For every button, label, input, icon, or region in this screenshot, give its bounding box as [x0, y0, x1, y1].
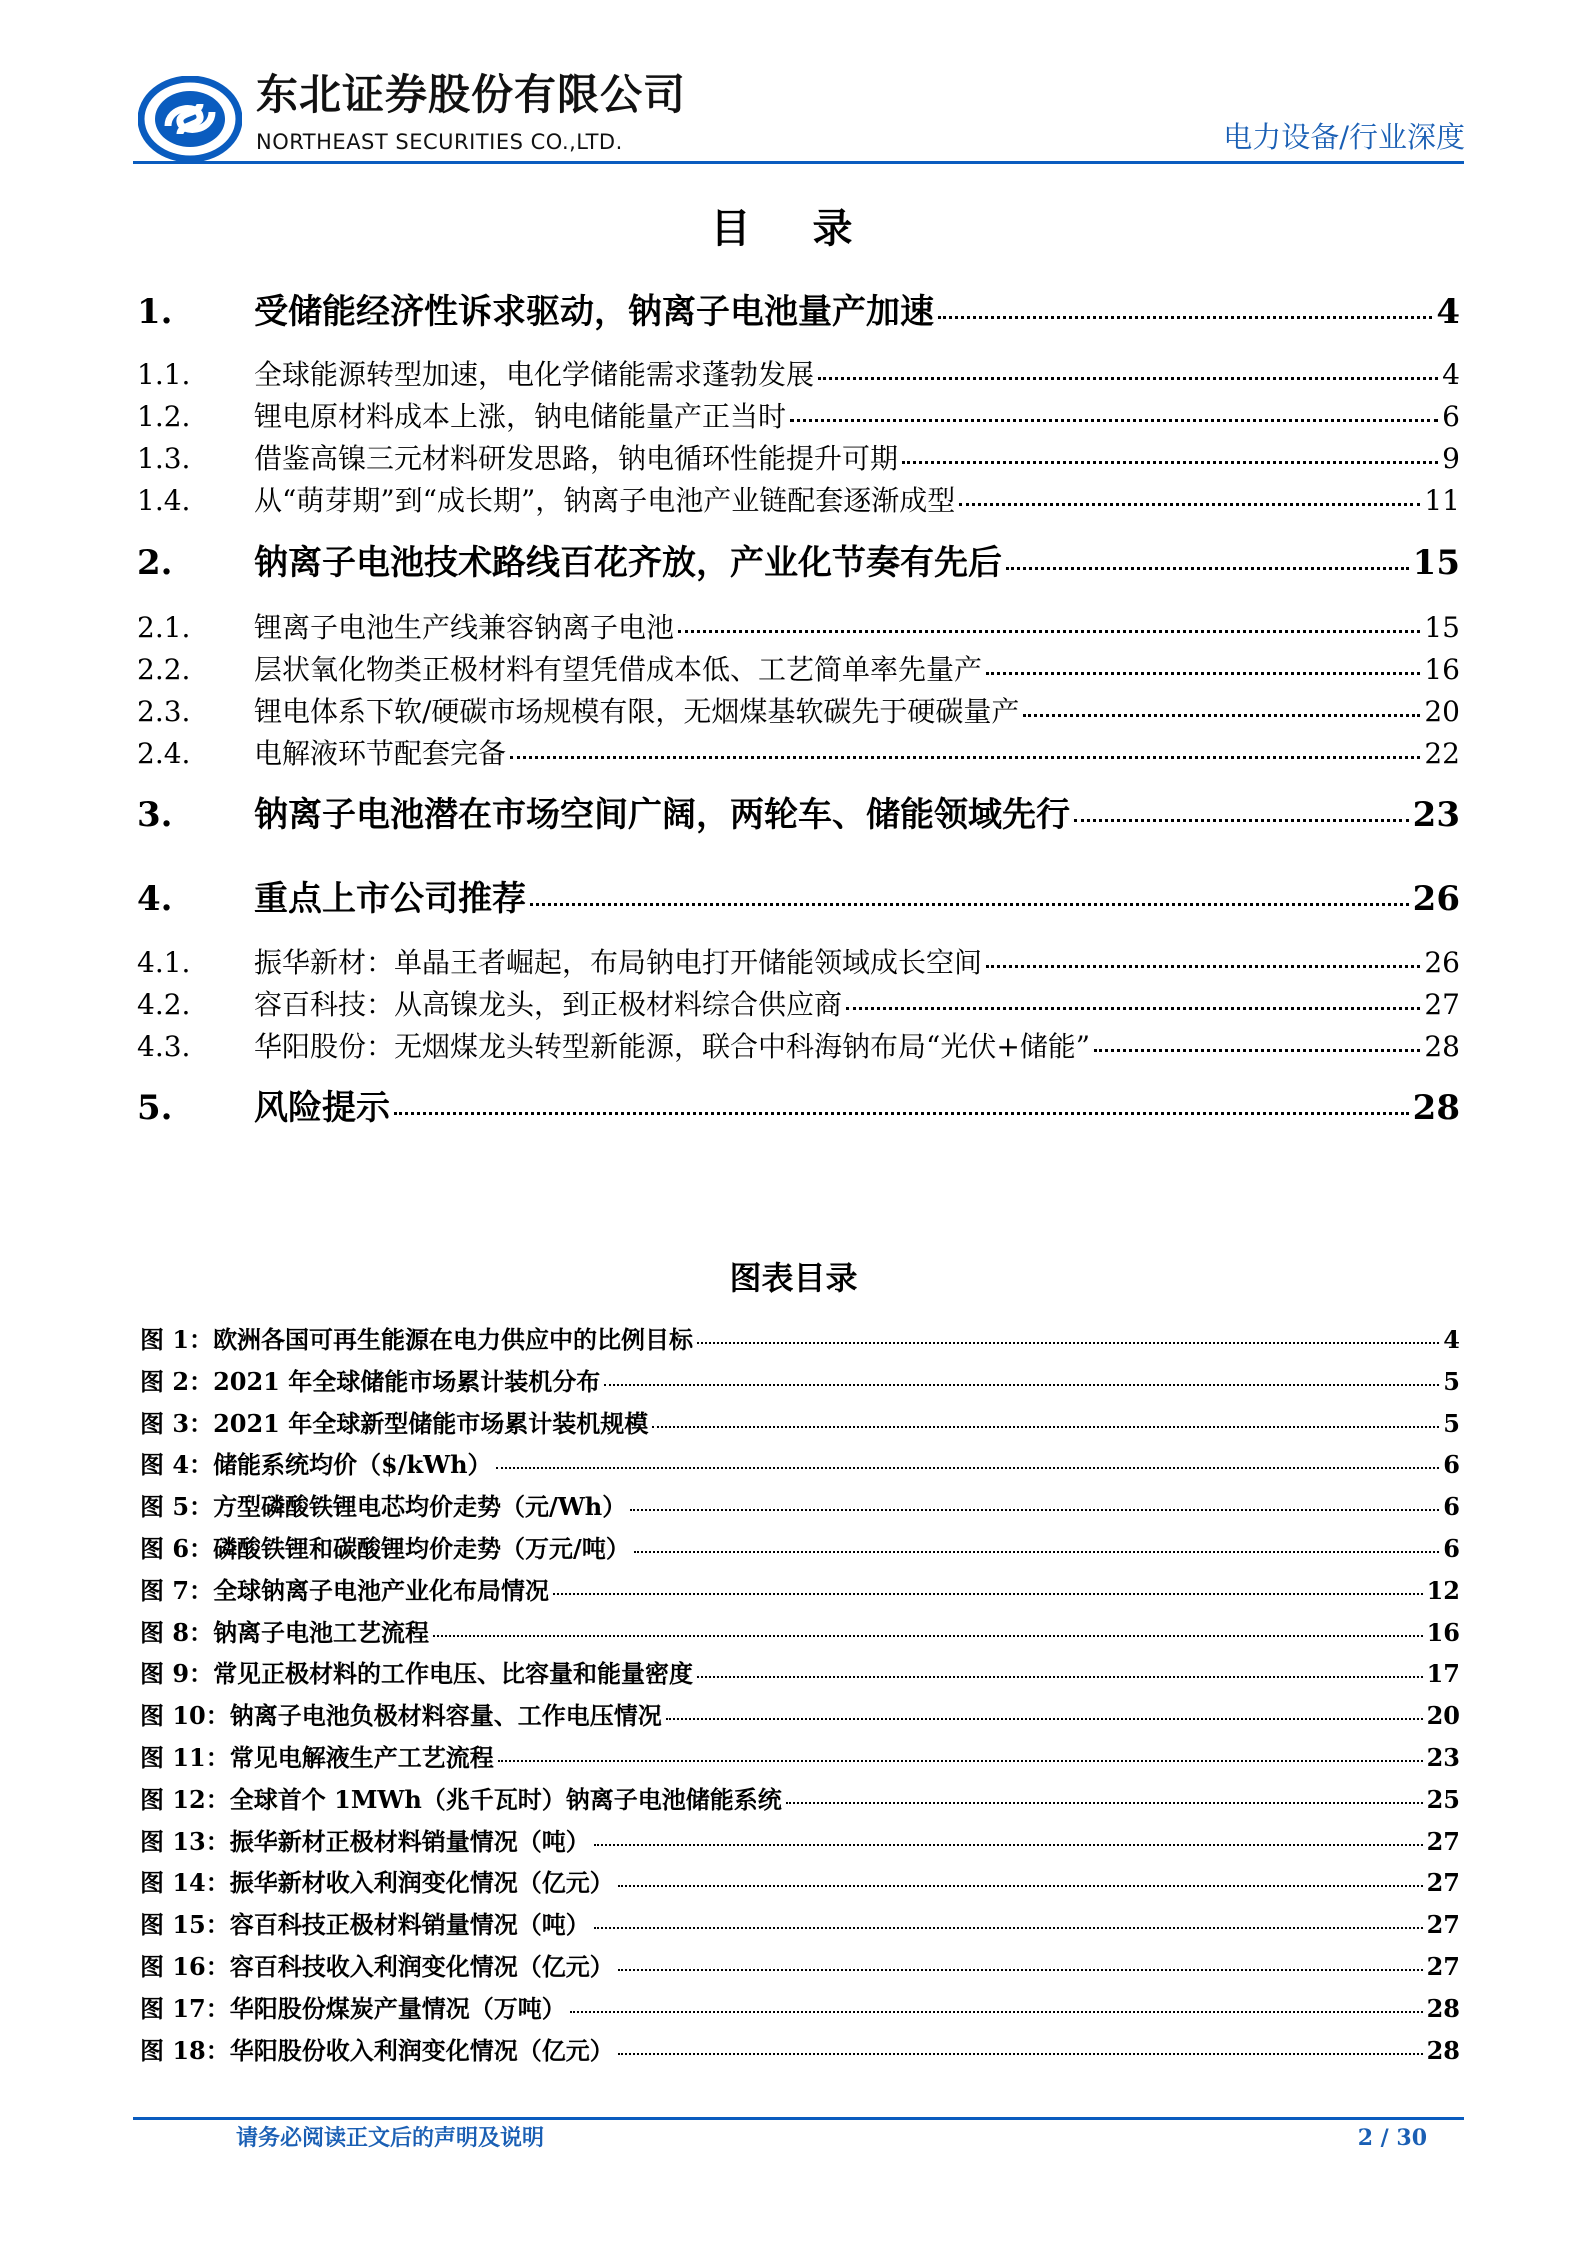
figure-page: 27 — [1426, 1952, 1460, 1981]
dot-leader — [986, 965, 1420, 968]
figure-page: 6 — [1443, 1492, 1460, 1522]
toc-entry-page: 20 — [1424, 695, 1460, 728]
toc-entry-title: 锂电原材料成本上涨，钠电储能量产正当时 — [254, 400, 787, 433]
toc-entry-number: 1.4. — [137, 484, 191, 517]
figure-label: 图 13： — [140, 1826, 230, 1856]
toc-entry-page: 6 — [1442, 400, 1460, 433]
toc-entry-number: 4.3. — [137, 1030, 191, 1063]
figure-title: 储能系统均价（$/kWh） — [213, 1450, 492, 1480]
dot-leader — [652, 1426, 1439, 1428]
toc-title: 目 录 — [710, 205, 877, 252]
figure-title: 振华新材正极材料销量情况（吨） — [229, 1826, 590, 1856]
toc-entry[interactable] — [137, 358, 1460, 392]
footer-disclaimer: 请务必阅读正文后的声明及说明 — [236, 2125, 545, 2151]
toc-entry-number: 2.3. — [137, 695, 191, 728]
dot-leader — [818, 377, 1438, 380]
figure-label: 图 11： — [140, 1743, 230, 1772]
toc-entry-page: 28 — [1412, 1088, 1460, 1128]
toc-entry-number: 4.1. — [137, 946, 191, 979]
figure-page: 6 — [1443, 1534, 1460, 1563]
dot-leader — [697, 1342, 1439, 1344]
figure-page: 17 — [1426, 1659, 1460, 1689]
toc-entry-number: 1. — [137, 292, 173, 332]
toc-entry-title: 借鉴高镍三元材料研发思路，钠电循环性能提升可期 — [254, 442, 899, 475]
toc-entry-page: 4 — [1436, 292, 1460, 332]
dot-leader — [902, 461, 1438, 464]
figure-page: 16 — [1426, 1617, 1460, 1647]
toc-entry-number: 2.4. — [137, 737, 191, 770]
figure-title: 常见电解液生产工艺流程 — [229, 1743, 494, 1772]
figure-title: 2021 年全球新型储能市场累计装机规模 — [213, 1408, 649, 1438]
toc-entry[interactable] — [137, 543, 1460, 583]
figure-entry[interactable] — [140, 1743, 1460, 1773]
dot-leader — [496, 1467, 1440, 1469]
figure-label: 图 10： — [140, 1701, 230, 1731]
figure-title: 方型磷酸铁锂电芯均价走势（元/Wh） — [213, 1492, 627, 1522]
toc-entry[interactable] — [137, 879, 1460, 919]
dot-leader — [594, 1927, 1423, 1929]
toc-entry-page: 22 — [1424, 737, 1460, 770]
figure-title: 全球钠离子电池产业化布局情况 — [213, 1575, 550, 1605]
figure-title: 振华新材收入利润变化情况（亿元） — [229, 1868, 614, 1898]
figure-entry[interactable] — [140, 1952, 1460, 1982]
dot-leader — [634, 1551, 1439, 1553]
figure-title: 容百科技收入利润变化情况（亿元） — [229, 1952, 614, 1981]
toc-entry-title: 振华新材：单晶王者崛起，布局钠电打开储能领域成长空间 — [254, 946, 983, 979]
dot-leader — [986, 672, 1420, 675]
toc-entry-page: 28 — [1424, 1030, 1460, 1063]
figure-page: 5 — [1443, 1408, 1460, 1438]
figure-entry[interactable] — [140, 1492, 1460, 1522]
figure-page: 27 — [1426, 1868, 1460, 1898]
footer-divider — [133, 2117, 1464, 2120]
toc-entry-page: 15 — [1412, 543, 1460, 583]
toc-entry-number: 1.1. — [137, 358, 191, 391]
toc-entry-page: 4 — [1442, 358, 1460, 391]
figure-entry[interactable] — [140, 1701, 1460, 1731]
toc-entry[interactable] — [137, 442, 1460, 476]
company-name-cn: 东北证券股份有限公司 — [256, 70, 687, 119]
toc-entry[interactable] — [137, 1030, 1460, 1064]
figure-title: 2021 年全球储能市场累计装机分布 — [213, 1366, 601, 1396]
toc-entry-title: 华阳股份：无烟煤龙头转型新能源，联合中科海钠布局“光伏+储能” — [254, 1030, 1091, 1063]
figure-page: 25 — [1426, 1784, 1460, 1814]
page-number: 2 / 30 — [1357, 2125, 1427, 2151]
figure-title: 容百科技正极材料销量情况（吨） — [229, 1910, 590, 1940]
figure-label: 图 15： — [140, 1910, 230, 1940]
figure-entry[interactable] — [140, 2036, 1460, 2066]
figure-entry[interactable] — [140, 1910, 1460, 1940]
toc-entry-page: 26 — [1412, 879, 1460, 919]
figure-label: 图 9： — [140, 1659, 214, 1689]
figure-title: 磷酸铁锂和碳酸锂均价走势（万元/吨） — [213, 1534, 630, 1563]
toc-entry[interactable] — [137, 653, 1460, 687]
dot-leader — [618, 1969, 1423, 1971]
toc-entry-title: 钠离子电池技术路线百花齐放，产业化节奏有先后 — [254, 543, 1002, 583]
figure-label: 图 17： — [140, 1993, 230, 2023]
figure-entry[interactable] — [140, 1325, 1460, 1355]
dot-leader — [790, 419, 1438, 422]
toc-entry[interactable] — [137, 1088, 1460, 1128]
figure-label: 图 12： — [140, 1784, 230, 1814]
toc-entry-number: 5. — [137, 1088, 173, 1128]
header-divider — [133, 161, 1464, 164]
toc-entry-page: 11 — [1424, 484, 1460, 517]
dot-leader — [618, 1885, 1423, 1887]
figure-label: 图 1： — [140, 1325, 214, 1354]
dot-leader — [938, 316, 1432, 319]
figure-entry[interactable] — [140, 1409, 1460, 1439]
toc-entry-title: 电解液环节配套完备 — [254, 737, 507, 770]
toc-entry-title: 容百科技：从高镍龙头，到正极材料综合供应商 — [254, 988, 843, 1021]
figure-title: 华阳股份收入利润变化情况（亿元） — [229, 2035, 614, 2065]
toc-entry-title: 重点上市公司推荐 — [254, 879, 526, 919]
toc-entry-title: 钠离子电池潜在市场空间广阔，两轮车、储能领域先行 — [254, 795, 1070, 835]
toc-entry[interactable] — [137, 946, 1460, 980]
dot-leader — [553, 1593, 1423, 1595]
figure-entry[interactable] — [140, 1367, 1460, 1397]
dot-leader — [530, 903, 1409, 906]
dot-leader — [1074, 819, 1409, 822]
figure-label: 图 6： — [140, 1534, 214, 1563]
dot-leader — [1023, 714, 1420, 717]
toc-entry-number: 3. — [137, 795, 173, 835]
toc-entry[interactable] — [137, 988, 1460, 1022]
figure-entry[interactable] — [140, 1659, 1460, 1689]
toc-entry-title: 从“萌芽期”到“成长期”，钠离子电池产业链配套逐渐成型 — [254, 484, 956, 517]
company-logo — [138, 76, 242, 162]
dot-leader — [666, 1718, 1423, 1720]
dot-leader — [697, 1676, 1423, 1678]
figure-entry[interactable] — [140, 1868, 1460, 1898]
figure-entry[interactable] — [140, 1618, 1460, 1648]
figure-entry[interactable] — [140, 1534, 1460, 1564]
figure-page: 28 — [1426, 1993, 1460, 2023]
toc-entry-title: 全球能源转型加速，电化学储能需求蓬勃发展 — [254, 358, 815, 391]
toc-entry-number: 4.2. — [137, 988, 191, 1021]
toc-entry[interactable] — [137, 400, 1460, 434]
dot-leader — [630, 1509, 1439, 1511]
figure-entry[interactable] — [140, 1827, 1460, 1857]
figure-label: 图 2： — [140, 1366, 214, 1396]
dot-leader — [959, 503, 1420, 506]
toc-entry-number: 1.3. — [137, 442, 191, 475]
dot-leader — [394, 1112, 1409, 1115]
figure-title: 钠离子电池负极材料容量、工作电压情况 — [229, 1701, 662, 1731]
figure-page: 28 — [1426, 2035, 1460, 2065]
toc-entry-number: 2.1. — [137, 611, 191, 644]
dot-leader — [786, 1802, 1423, 1804]
dot-leader — [846, 1007, 1420, 1010]
toc-entry[interactable] — [137, 795, 1460, 835]
figure-title: 华阳股份煤炭产量情况（万吨） — [229, 1993, 566, 2023]
dot-leader — [498, 1760, 1423, 1762]
figure-title: 常见正极材料的工作电压、比容量和能量密度 — [213, 1659, 694, 1689]
figure-page: 4 — [1443, 1325, 1460, 1354]
figure-label: 图 4： — [140, 1450, 214, 1480]
figures-title: 图表目录 — [729, 1259, 858, 1297]
dot-leader — [594, 1844, 1423, 1846]
figure-label: 图 18： — [140, 2035, 230, 2065]
toc-entry-title: 锂离子电池生产线兼容钠离子电池 — [254, 611, 675, 644]
toc-entry[interactable] — [137, 292, 1460, 332]
toc-entry-number: 2.2. — [137, 653, 191, 686]
figure-title: 欧洲各国可再生能源在电力供应中的比例目标 — [213, 1325, 694, 1354]
figure-entry[interactable] — [140, 1994, 1460, 2024]
figure-page: 23 — [1426, 1743, 1460, 1772]
figure-title: 全球首个 1MWh（兆千瓦时）钠离子电池储能系统 — [229, 1784, 782, 1814]
toc-entry-title: 受储能经济性诉求驱动，钠离子电池量产加速 — [254, 292, 934, 332]
figure-label: 图 3： — [140, 1408, 214, 1438]
toc-entry[interactable] — [137, 611, 1460, 645]
toc-entry-page: 9 — [1442, 442, 1460, 475]
toc-entry-page: 16 — [1424, 653, 1460, 686]
figure-page: 6 — [1443, 1450, 1460, 1480]
figure-entry[interactable] — [140, 1785, 1460, 1815]
toc-entry[interactable] — [137, 484, 1460, 518]
dot-leader — [570, 2011, 1423, 2013]
figure-entry[interactable] — [140, 1576, 1460, 1606]
figure-entry[interactable] — [140, 1450, 1460, 1480]
toc-entry-number: 2. — [137, 543, 173, 583]
toc-entry[interactable] — [137, 695, 1460, 729]
toc-entry-page: 23 — [1412, 795, 1460, 835]
figure-page: 12 — [1426, 1575, 1460, 1605]
figure-page: 5 — [1443, 1366, 1460, 1396]
toc-entry-title: 风险提示 — [254, 1088, 390, 1128]
toc-entry-title: 锂电体系下软/硬碳市场规模有限，无烟煤基软碳先于硬碳量产 — [254, 695, 1020, 728]
dot-leader — [618, 2053, 1423, 2055]
figure-label: 图 5： — [140, 1492, 214, 1522]
dot-leader — [510, 756, 1420, 759]
dot-leader — [604, 1384, 1439, 1386]
figure-label: 图 16： — [140, 1952, 230, 1981]
figure-page: 27 — [1426, 1910, 1460, 1940]
company-name-en: NORTHEAST SECURITIES CO.,LTD. — [256, 130, 623, 154]
toc-entry-page: 15 — [1424, 611, 1460, 644]
toc-entry-title: 层状氧化物类正极材料有望凭借成本低、工艺简单率先量产 — [254, 653, 983, 686]
toc-entry[interactable] — [137, 737, 1460, 771]
toc-entry-page: 26 — [1424, 946, 1460, 979]
dot-leader — [433, 1635, 1423, 1637]
figure-label: 图 8： — [140, 1617, 214, 1647]
dot-leader — [1006, 567, 1409, 570]
figure-page: 27 — [1426, 1826, 1460, 1856]
toc-entry-page: 27 — [1424, 988, 1460, 1021]
figure-page: 20 — [1426, 1701, 1460, 1731]
dot-leader — [678, 630, 1420, 633]
dot-leader — [1094, 1049, 1420, 1052]
report-category: 电力设备/行业深度 — [1223, 120, 1465, 154]
toc-entry-number: 1.2. — [137, 400, 191, 433]
figure-label: 图 14： — [140, 1868, 230, 1898]
toc-entry-number: 4. — [137, 879, 173, 919]
figure-label: 图 7： — [140, 1575, 214, 1605]
figure-title: 钠离子电池工艺流程 — [213, 1617, 430, 1647]
